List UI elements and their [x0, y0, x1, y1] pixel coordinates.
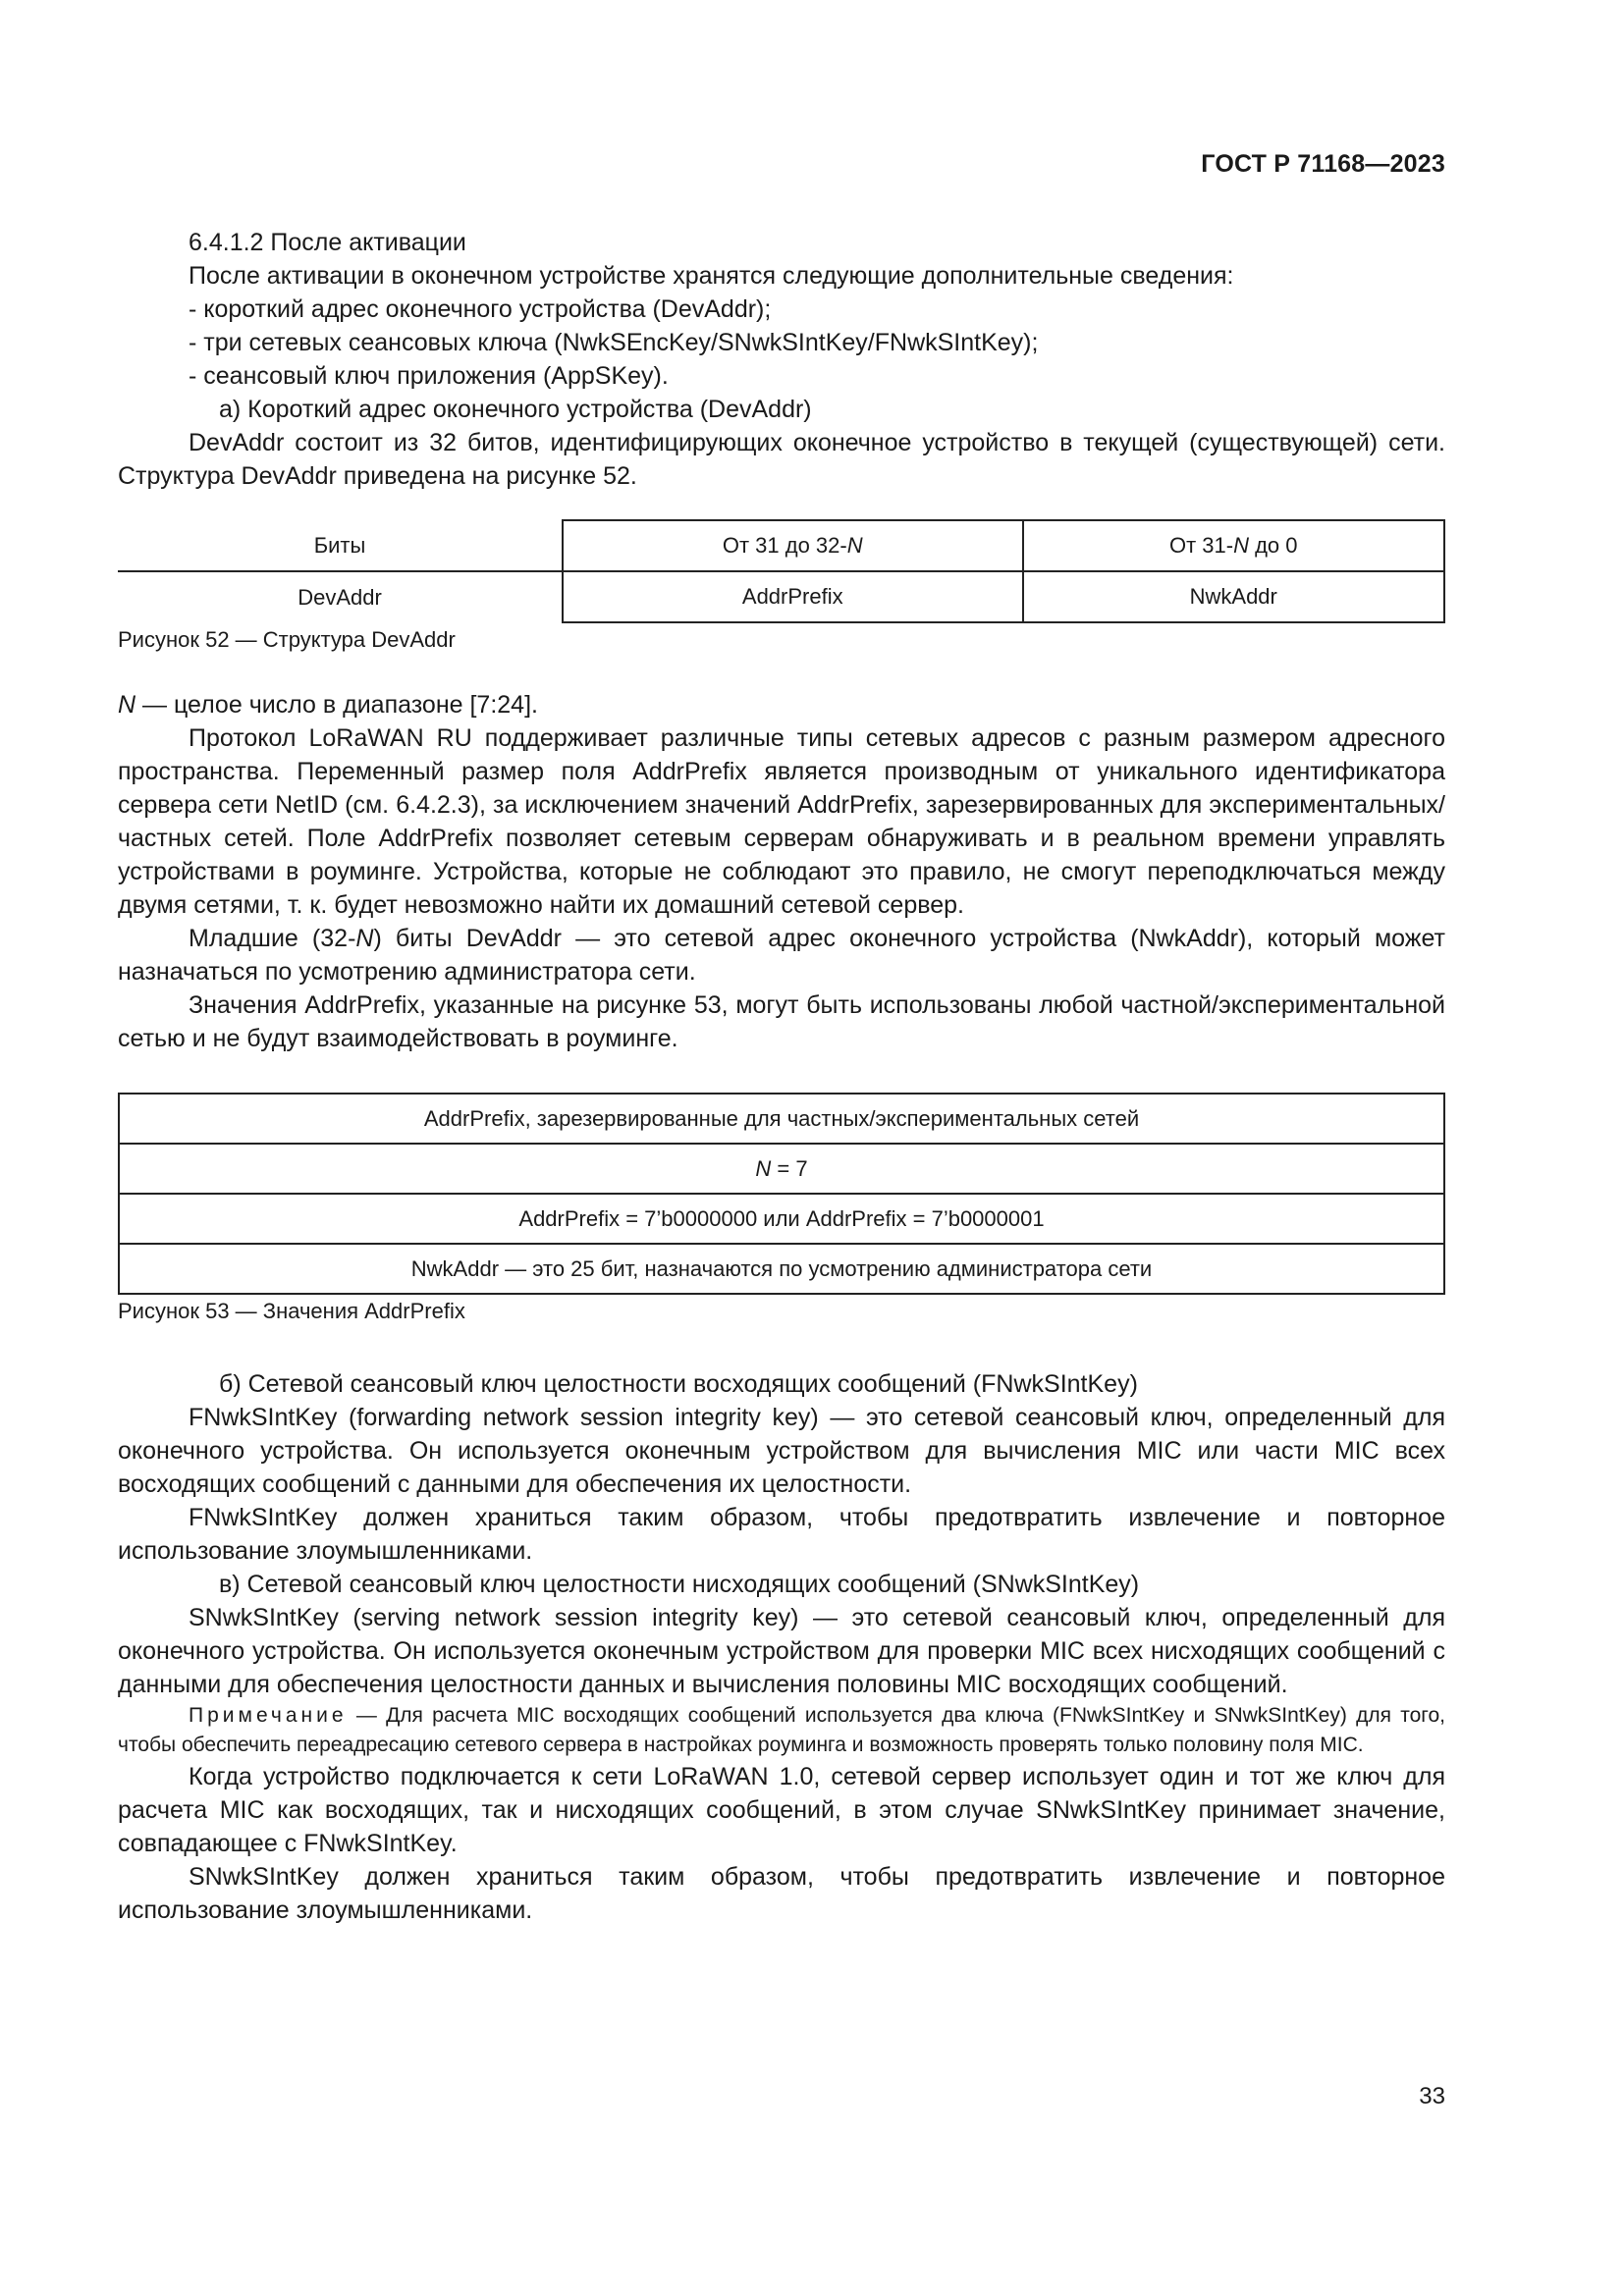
- document-id-header: ГОСТ Р 71168—2023: [1201, 150, 1445, 178]
- figure-53-table: [118, 1093, 1445, 1295]
- fig52-header-bits: Биты: [118, 520, 563, 571]
- note-label: Примечание: [189, 1704, 348, 1727]
- fig53-row-prefix-values: AddrPrefix = 7’b0000000 или AddrPrefix = 7’b0000001: [119, 1194, 1444, 1244]
- snwksintkey-definition: SNwkSIntKey (serving network session integrity key) — это сетевой сеансовый ключ, определенный для оконечного устройства. Он используется оконечным устройством для проверки MIC всех нисходящих сообщений с данными для обеспечения целостности данных и вычисления половины MIC восходящих сообщений.: [118, 1604, 1445, 1698]
- n-definition-text: — целое число в диапазоне [7:24].: [135, 691, 538, 719]
- n-definition: [118, 688, 1445, 721]
- note-block: [118, 1701, 1445, 1760]
- note-text: — Для расчета MIC восходящих сообщений используется два ключа (FNwkSIntKey и SNwkSIntKey) для того, чтобы обеспечить переадресацию сетевого сервера в настройках роуминга и возможность проверять только половину поля MIC.: [118, 1704, 1445, 1756]
- fnwksintkey-definition: FNwkSIntKey (forwarding network session integrity key) — это сетевой сеансовый ключ, определенный для оконечного устройства. Он используется оконечным устройством для вычисления MIC или части MIC всех восходящих сообщений с данными для обеспечения их целостности.: [118, 1404, 1445, 1498]
- low-bits-paragraph: [118, 922, 1445, 988]
- fig53-row-n: [119, 1144, 1444, 1194]
- bullet-item: - три сетевых сеансовых ключа (NwkSEncKey/SNwkSIntKey/FNwkSIntKey);: [189, 329, 1039, 356]
- fig52-cell-addrprefix: AddrPrefix: [563, 571, 1023, 622]
- fig53-n-value: = 7: [771, 1155, 808, 1181]
- low-bits-text-b: ) биты DevAddr — это сетевой адрес оконечного устройства (NwkAddr), который может назначаться по усмотрению администратора сети.: [118, 925, 1446, 986]
- fig52-range2-suffix: до 0: [1248, 533, 1298, 558]
- figure-52-table: [118, 519, 1445, 623]
- low-bits-var: N: [355, 925, 374, 952]
- lorawan-1-0-paragraph: Когда устройство подключается к сети LoRaWAN 1.0, сетевой сервер использует один и тот же ключ для расчета MIC как восходящих, так и нисходящих сообщений, в этом случае SNwkSIntKey принимает значение, совпадающее с FNwkSIntKey.: [118, 1763, 1445, 1857]
- page-content: [118, 226, 1445, 1927]
- section-title: 6.4.1.2 После активации: [189, 229, 466, 256]
- snwksintkey-storage: SNwkSIntKey должен храниться таким образом, чтобы предотвратить извлечение и повторное использование злоумышленниками.: [118, 1863, 1445, 1924]
- figure-53-caption: Рисунок 53 — Значения AddrPrefix: [118, 1299, 465, 1323]
- fig52-cell-devaddr: DevAddr: [298, 584, 382, 610]
- bullet-item: - короткий адрес оконечного устройства (DevAddr);: [189, 295, 772, 323]
- section-intro: После активации в оконечном устройстве хранятся следующие дополнительные сведения:: [189, 262, 1234, 290]
- protocol-paragraph: Протокол LoRaWAN RU поддерживает различные типы сетевых адресов с разным размером адресного пространства. Переменный размер поля AddrPrefix является производным от уникального идентификатора сервера сети NetID (см. 6.4.2.3), за исключением значений AddrPrefix, зарезервированных для экспериментальных/частных сетей. Поле AddrPrefix позволяет сетевым серверам обнаруживать и в реальном времени управлять устройствами в роуминге. Устройства, которые не соблюдают это правило, не смогут переподключаться между двумя сетями, т. к. будет невозможно найти их домашний сетевой сервер.: [118, 724, 1445, 919]
- item-v-heading: в) Сетевой сеансовый ключ целостности нисходящих сообщений (SNwkSIntKey): [219, 1571, 1140, 1598]
- page-number: 33: [1419, 2083, 1445, 2109]
- fig52-range2-var: N: [1233, 533, 1249, 558]
- n-variable: N: [118, 691, 136, 719]
- fig52-range1-var: N: [846, 533, 863, 558]
- fig52-range1-prefix: От 31 до 32-: [722, 533, 847, 558]
- item-b-heading: б) Сетевой сеансовый ключ целостности восходящих сообщений (FNwkSIntKey): [219, 1370, 1138, 1398]
- figure-52-caption: Рисунок 52 — Структура DevAddr: [118, 627, 456, 652]
- addrprefix-values-paragraph: Значения AddrPrefix, указанные на рисунке 53, могут быть использованы любой частной/экспериментальной сетью и не будут взаимодействовать в роуминге.: [118, 991, 1445, 1052]
- item-a-heading: а) Короткий адрес оконечного устройства (DevAddr): [219, 396, 812, 423]
- devaddr-paragraph: DevAddr состоит из 32 битов, идентифицирующих оконечное устройство в текущей (существующей) сети. Структура DevAddr приведена на рисунке 52.: [118, 429, 1445, 490]
- low-bits-text-a: Младшие (32-: [189, 925, 356, 952]
- fig53-n-var: N: [755, 1155, 772, 1181]
- fig52-header-range1: [563, 520, 1023, 571]
- fig53-row-nwkaddr: NwkAddr — это 25 бит, назначаются по усмотрению администратора сети: [119, 1244, 1444, 1294]
- fig52-header-range2: [1023, 520, 1445, 571]
- fnwksintkey-storage: FNwkSIntKey должен храниться таким образом, чтобы предотвратить извлечение и повторное использование злоумышленниками.: [118, 1504, 1445, 1565]
- bullet-item: - сеансовый ключ приложения (AppSKey).: [189, 362, 669, 390]
- fig52-cell-nwkaddr: NwkAddr: [1023, 571, 1445, 622]
- fig52-range2-prefix: От 31-: [1168, 533, 1234, 558]
- fig53-row-reserved: AddrPrefix, зарезервированные для частных/экспериментальных сетей: [119, 1094, 1444, 1144]
